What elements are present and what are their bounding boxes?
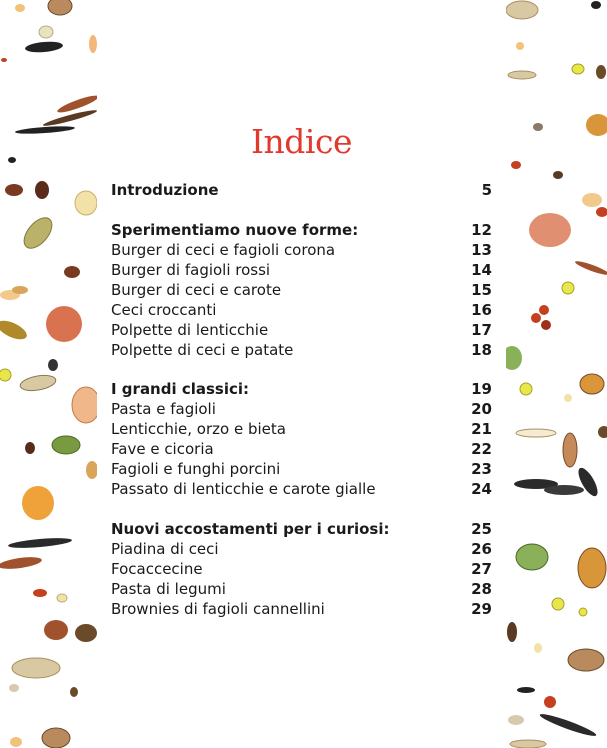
toc-entry[interactable]	[111, 439, 492, 459]
toc-entry[interactable]	[111, 419, 492, 439]
toc-entry-label: Fagioli e funghi porcini	[111, 460, 281, 478]
toc-section-heading[interactable]	[111, 519, 492, 539]
toc-page-number: 17	[471, 320, 492, 339]
toc-entry[interactable]	[111, 579, 492, 599]
toc-entry-label: Introduzione	[111, 181, 219, 199]
toc-entry[interactable]	[111, 539, 492, 559]
toc-entry-label: Burger di fagioli rossi	[111, 260, 271, 279]
toc-entry[interactable]	[111, 280, 492, 300]
toc-entry[interactable]	[111, 599, 492, 619]
table-of-contents	[111, 180, 492, 619]
toc-entry-label: Polpette di ceci e patate	[111, 340, 294, 359]
toc-entry[interactable]	[111, 260, 492, 280]
toc-entry-label: Lenticchie, orzo e bieta	[111, 420, 286, 438]
toc-entry-label: Ceci croccanti	[111, 300, 217, 319]
legume-border-left	[0, 0, 97, 748]
toc-page-number: 18	[471, 340, 492, 359]
toc-entry-label: Fave e cicoria	[111, 440, 214, 458]
toc-entry-label: Passato di lenticchie e carote gialle	[111, 480, 376, 498]
toc-page-number: 22	[471, 440, 492, 458]
toc-page-number: 20	[471, 400, 492, 418]
toc-page-number: 27	[471, 559, 492, 578]
toc-page-number: 5	[481, 181, 492, 199]
toc-page-number: 12	[471, 220, 492, 239]
toc-entry-label: Pasta e fagioli	[111, 400, 216, 418]
toc-entry[interactable]	[111, 240, 492, 260]
toc-page-number: 24	[471, 480, 492, 498]
toc-entry[interactable]	[111, 479, 492, 499]
toc-page-number: 21	[471, 420, 492, 438]
toc-page-number: 16	[471, 300, 492, 319]
toc-section-heading[interactable]	[111, 220, 492, 240]
toc-page-number: 23	[471, 460, 492, 478]
toc-entry[interactable]	[111, 340, 492, 360]
toc-entry-introduction[interactable]	[111, 180, 492, 200]
toc-page	[97, 0, 506, 748]
toc-page-number: 13	[471, 240, 492, 259]
toc-section-label: I grandi classici:	[111, 380, 250, 398]
toc-entry[interactable]	[111, 300, 492, 320]
page-title: Indice	[251, 122, 352, 161]
toc-page-number: 28	[471, 579, 492, 598]
toc-page-number: 15	[471, 280, 492, 299]
toc-page-number: 29	[471, 599, 492, 618]
toc-entry-label: Focaccecine	[111, 559, 203, 578]
toc-page-number: 19	[471, 380, 492, 398]
toc-entry[interactable]	[111, 459, 492, 479]
toc-entry-label: Polpette di lenticchie	[111, 320, 269, 339]
toc-entry-label: Piadina di ceci	[111, 539, 219, 558]
toc-section-heading[interactable]	[111, 379, 492, 399]
toc-entry[interactable]	[111, 320, 492, 340]
toc-entry[interactable]	[111, 399, 492, 419]
legume-border-right	[506, 0, 607, 748]
toc-page-number: 14	[471, 260, 492, 279]
toc-section-label: Sperimentiamo nuove forme:	[111, 220, 359, 239]
toc-entry-label: Pasta di legumi	[111, 579, 226, 598]
toc-entry[interactable]	[111, 559, 492, 579]
toc-section-label: Nuovi accostamenti per i curiosi:	[111, 519, 390, 538]
toc-page-number: 26	[471, 539, 492, 558]
legume-illustration-left	[0, 0, 97, 748]
toc-entry-label: Brownies di fagioli cannellini	[111, 599, 325, 618]
legume-illustration-right	[506, 0, 607, 748]
toc-page-number: 25	[471, 519, 492, 538]
toc-entry-label: Burger di ceci e carote	[111, 280, 282, 299]
toc-entry-label: Burger di ceci e fagioli corona	[111, 240, 336, 259]
